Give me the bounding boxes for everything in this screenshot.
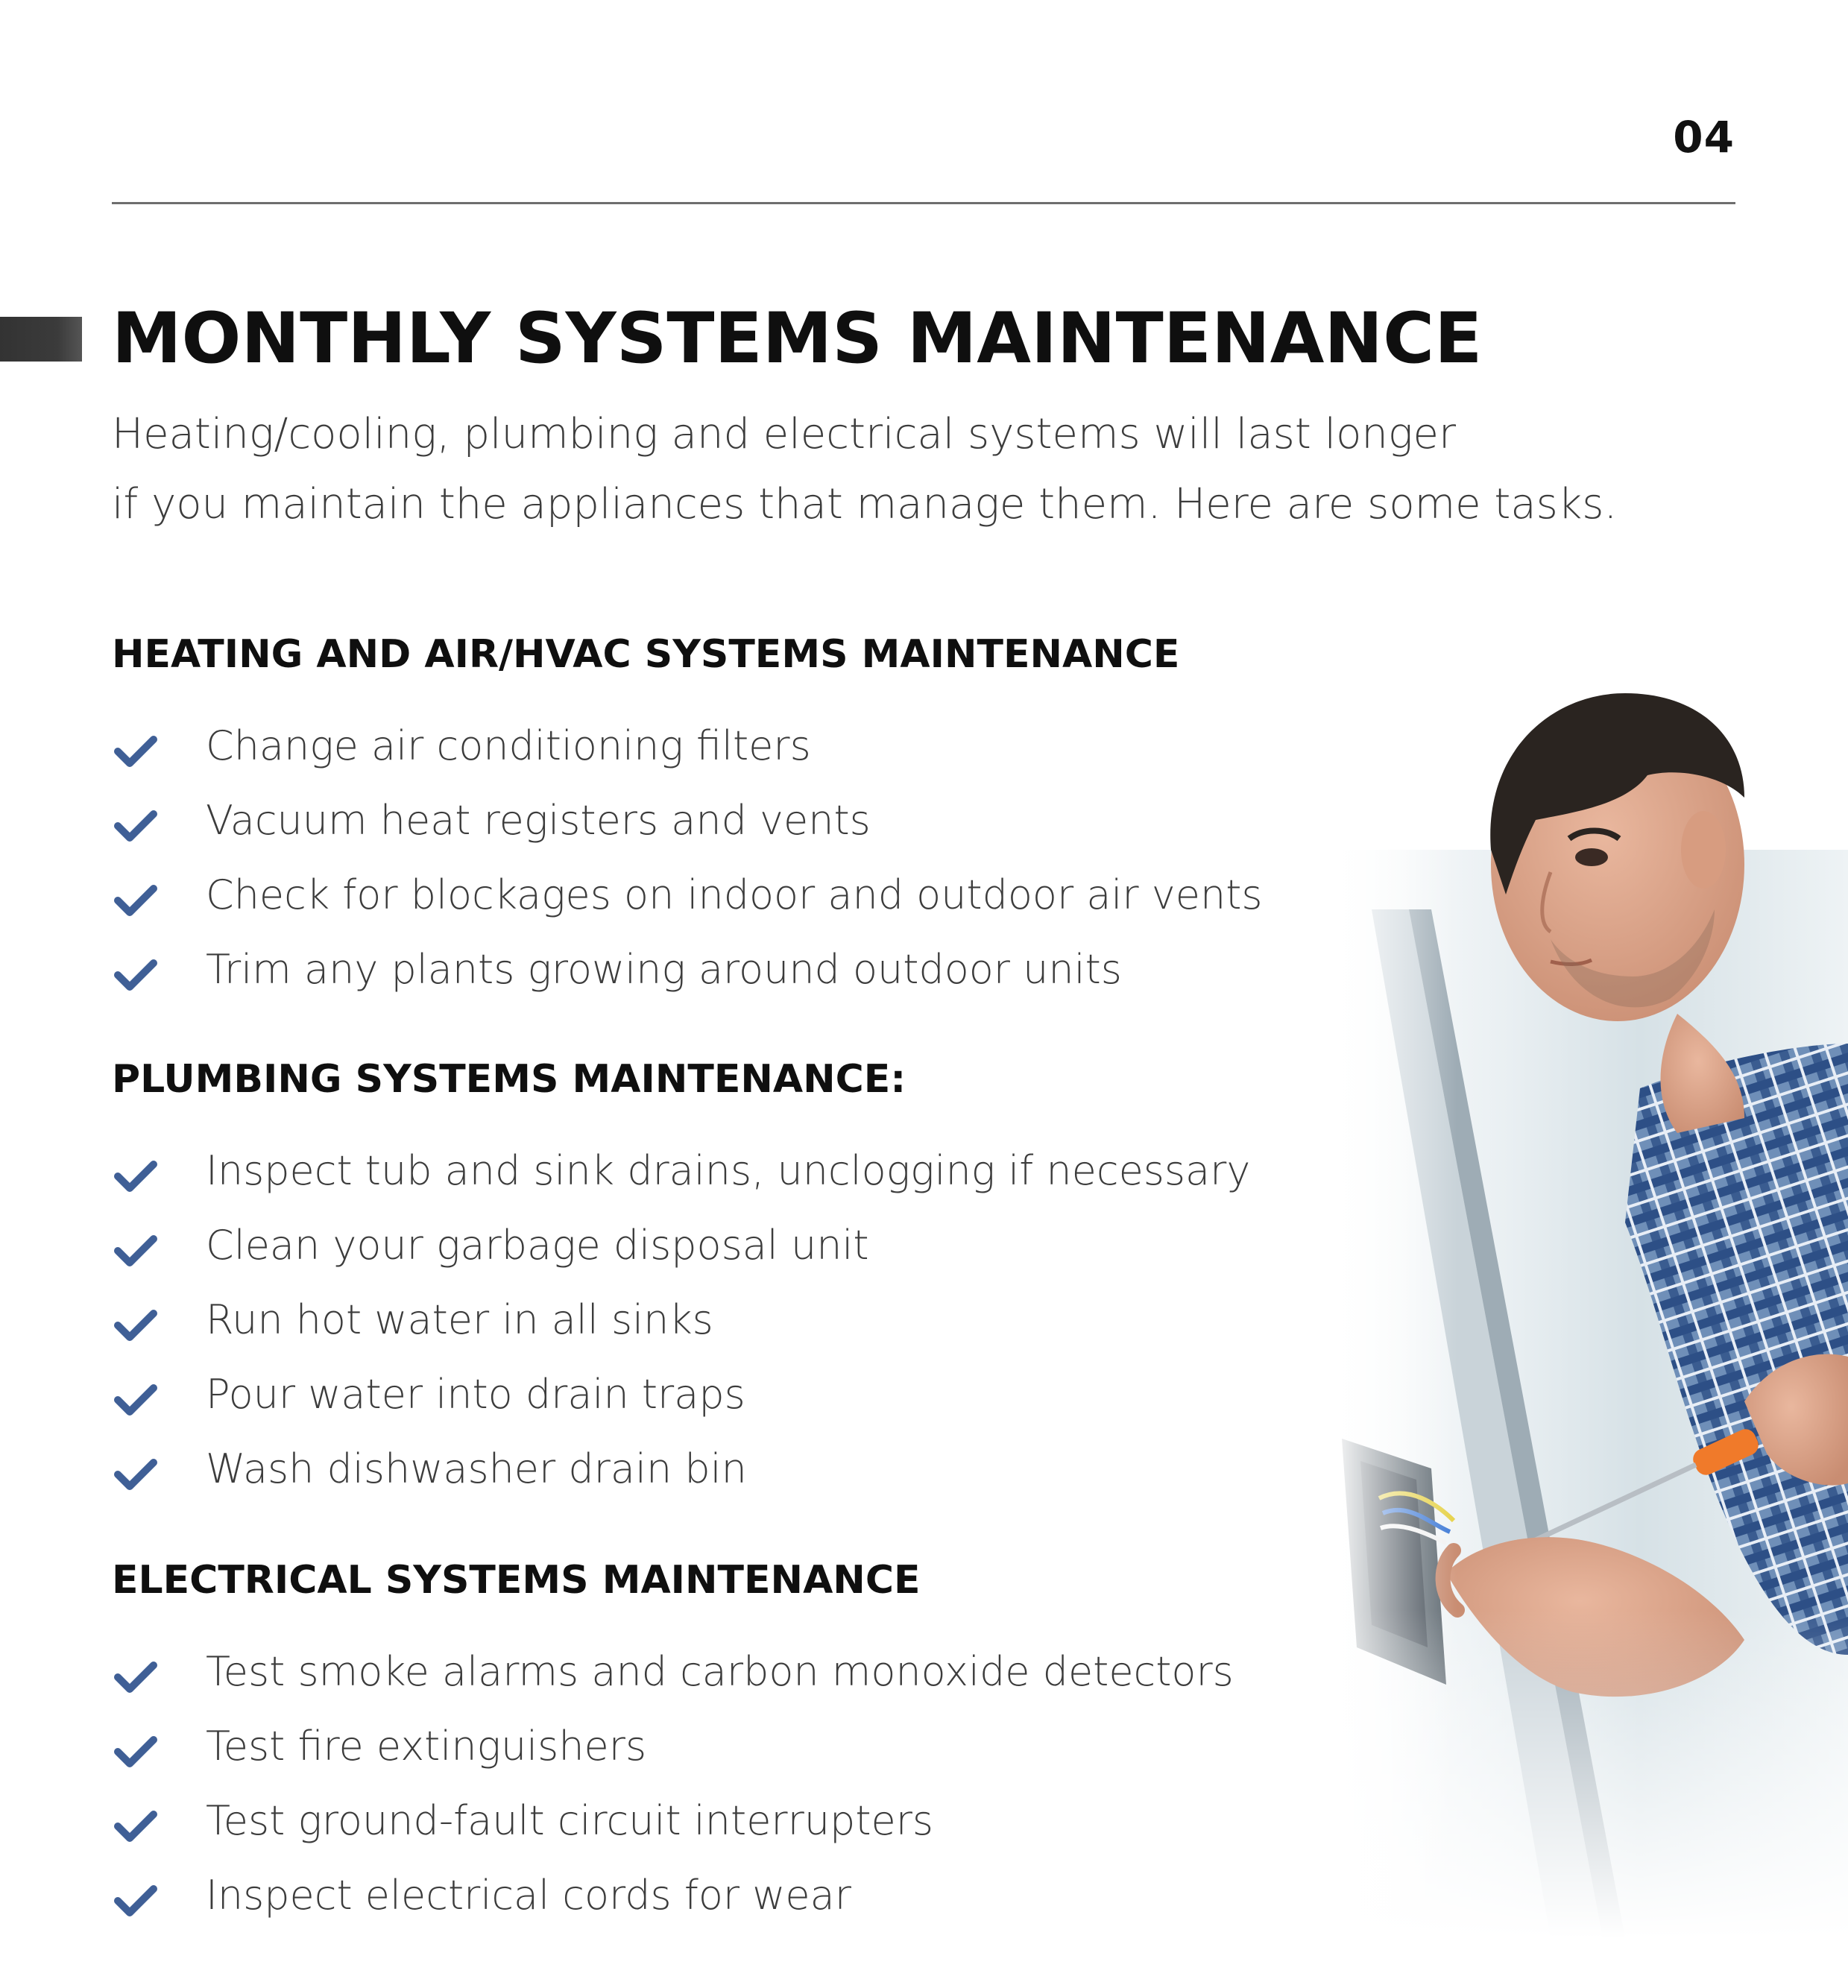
task-item (112, 857, 1263, 932)
task-label: Vacuum heat registers and vents (206, 796, 871, 844)
checkmark-icon (112, 1301, 160, 1349)
task-label: Inspect tub and sink drains, unclogging if necessary (206, 1146, 1251, 1194)
task-item (112, 1783, 1234, 1858)
checkmark-icon (112, 1227, 160, 1275)
intro-paragraph (112, 400, 1618, 540)
task-label: Run hot water in all sinks (206, 1296, 713, 1343)
checkmark-icon (112, 877, 160, 924)
checkmark-icon (112, 1451, 160, 1498)
checkmark-icon (112, 1653, 160, 1701)
task-label: Pour water into drain traps (206, 1370, 745, 1418)
electrician-photo (1327, 626, 1848, 1938)
task-label: Check for blockages on indoor and outdoor air vents (206, 871, 1263, 918)
checkmark-icon (112, 802, 160, 850)
task-item (112, 1133, 1250, 1208)
task-item (112, 1708, 1234, 1783)
task-item (112, 1858, 1234, 1932)
checkmark-icon (112, 1877, 160, 1925)
intro-line: if you maintain the appliances that manage them. Here are some tasks. (112, 480, 1618, 528)
task-list-plumbing (112, 1133, 1250, 1506)
section-heading-plumbing: PLUMBING SYSTEMS MAINTENANCE: (112, 1057, 906, 1102)
task-list-electrical (112, 1634, 1234, 1932)
title-accent-bar (0, 317, 82, 362)
task-item (112, 1208, 1250, 1282)
task-item (112, 1282, 1250, 1357)
checkmark-icon (112, 1728, 160, 1776)
task-label: Change air conditioning filters (206, 722, 811, 769)
task-item (112, 1634, 1234, 1708)
checkmark-icon (112, 728, 160, 775)
task-label: Test fire extinguishers (206, 1722, 647, 1770)
checkmark-icon (112, 1152, 160, 1200)
task-label: Wash dishwasher drain bin (206, 1445, 747, 1492)
task-item (112, 1431, 1250, 1506)
task-item (112, 932, 1263, 1006)
task-item (112, 1357, 1250, 1431)
task-label: Clean your garbage disposal unit (206, 1221, 869, 1269)
task-label: Trim any plants growing around outdoor units (206, 945, 1122, 993)
page-number: 04 (1673, 112, 1735, 162)
task-item (112, 783, 1263, 857)
task-label: Test ground-fault circuit interrupters (206, 1796, 934, 1844)
task-item (112, 708, 1263, 783)
task-label: Inspect electrical cords for wear (206, 1871, 851, 1919)
checkmark-icon (112, 951, 160, 999)
section-heading-hvac: HEATING AND AIR/HVAC SYSTEMS MAINTENANCE (112, 632, 1180, 677)
section-heading-electrical: ELECTRICAL SYSTEMS MAINTENANCE (112, 1558, 921, 1603)
header-rule (112, 202, 1735, 204)
page-title: MONTHLY SYSTEMS MAINTENANCE (112, 298, 1483, 379)
intro-line: Heating/cooling, plumbing and electrical systems will last longer (112, 410, 1456, 458)
checkmark-icon (112, 1376, 160, 1424)
checkmark-icon (112, 1802, 160, 1850)
task-list-hvac (112, 708, 1263, 1006)
task-label: Test smoke alarms and carbon monoxide detectors (206, 1647, 1234, 1695)
